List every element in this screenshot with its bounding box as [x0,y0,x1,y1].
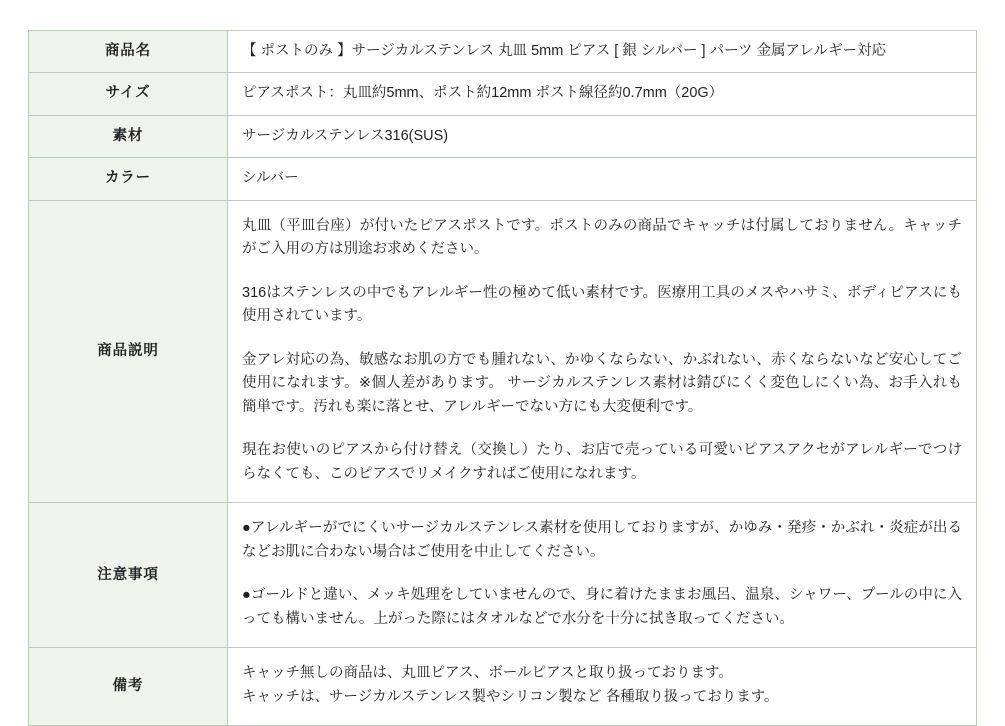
description-paragraph: 316はステンレスの中でもアレルギー性の極めて低い素材です。医療用工具のメスやハサミ、ボディピアスにも使用されています。 [242,284,962,325]
table-row [29,503,977,648]
table-row [29,31,977,73]
description-paragraph: 金アレ対応の為、敏感なお肌の方でも腫れない、かゆくならない、かぶれない、赤くならないなど安心してご使用になれます。※個人差があります。 サージカルステンレス素材は錆びにくく変色しにくい為、お手入れも簡単です。汚れも楽に落とせ、アレルギーでない方にも大変便利です。 [242,351,962,415]
row-label-product-name: 商品名 [29,31,228,73]
table-row [29,200,977,502]
description-paragraph: 現在お使いのピアスから付け替え（交換し）たり、お店で売っている可愛いピアスアクセがアレルギーでつけらなくても、このピアスでリメイクすればご使用になれます。 [242,442,962,482]
row-label-material: 素材 [29,115,228,157]
product-spec-table [28,30,977,726]
table-row [29,648,977,726]
row-value-caution [228,503,977,648]
row-value-product-name: 【 ポストのみ 】サージカルステンレス 丸皿 5mm ピアス [ 銀 シルバー ] パーツ 金属アレルギー対応 [228,31,977,73]
row-value-color: シルバー [228,158,977,200]
notes-line: キャッチは、サージカルステンレス製やシリコン製など 各種取り扱っております。 [242,688,779,705]
caution-bullet: ●アレルギーがでにくいサージカルステンレス素材を使用しておりますが、かゆみ・発疹・かぶれ・炎症が出るなどお肌に合わない場合はご使用を中止してください。 [242,520,962,560]
caution-bullet: ●ゴールドと違い、メッキ処理をしていませんので、身に着けたままお風呂、温泉、シャワー、プールの中に入っても構いません。上がった際にはタオルなどで水分を十分に拭き取ってください。 [242,587,962,627]
spec-table-body [29,31,977,726]
row-value-notes [228,648,977,726]
row-label-size: サイズ [29,73,228,115]
table-row [29,115,977,157]
table-row [29,158,977,200]
row-label-color: カラー [29,158,228,200]
description-paragraph: 丸皿（平皿台座）が付いたピアスポストです。ポストのみの商品でキャッチは付属しておりません。キャッチがご入用の方は別途お求めください。 [242,217,962,258]
row-label-description: 商品説明 [29,200,228,502]
row-label-caution: 注意事項 [29,503,228,648]
row-value-material: サージカルステンレス316(SUS) [228,115,977,157]
row-value-size: ピアスポスト：丸皿約5mm、ポスト約12mm ポスト線径約0.7mm（20G） [228,73,977,115]
notes-line: キャッチ無しの商品は、丸皿ピアス、ボールピアスと取り扱っております。 [242,665,733,682]
row-value-description [228,200,977,502]
table-row [29,73,977,115]
row-label-notes: 備考 [29,648,228,726]
